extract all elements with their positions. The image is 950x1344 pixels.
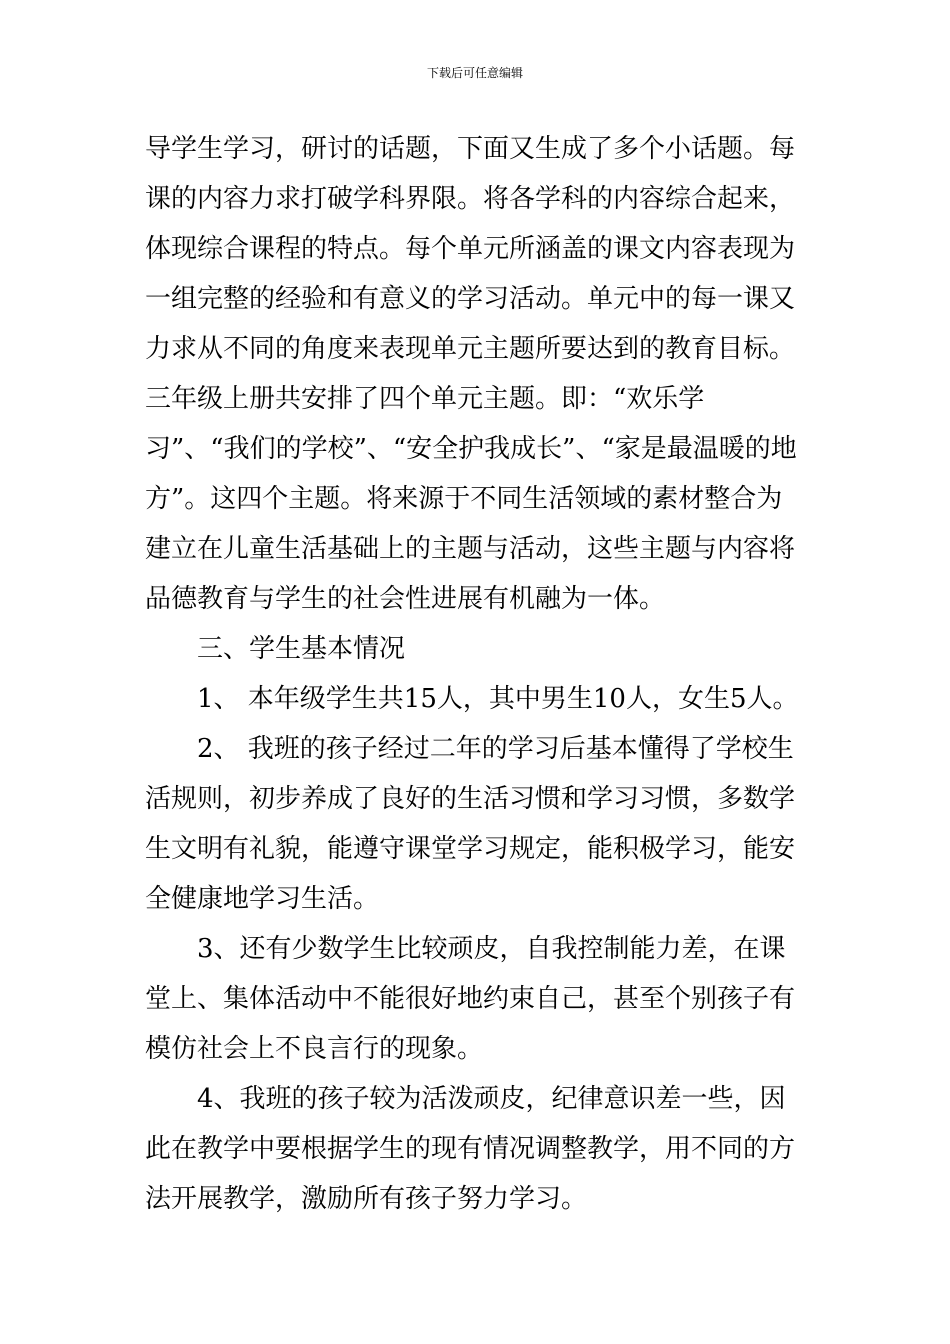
- list-item-2: 2、 我班的孩子经过二年的学习后基本懂得了学校生活规则，初步养成了良好的生活习惯和学习习惯，多数学生文明有礼貌，能遵守课堂学习规定，能积极学习，能安全健康地学习生活。: [145, 734, 796, 914]
- list-item-3: 3、还有少数学生比较顽皮，自我控制能力差，在课堂上、集体活动中不能很好地约束自己，甚至个别孩子有模仿社会上不良言行的现象。: [145, 934, 796, 1064]
- list-item-4: 4、我班的孩子较为活泼顽皮，纪律意识差一些，因此在教学中要根据学生的现有情况调整教学，用不同的方法开展教学，激励所有孩子努力学习。: [145, 1084, 796, 1214]
- document-body: [145, 124, 807, 1224]
- section-heading-student-situation: 三、学生基本情况: [197, 634, 406, 664]
- paragraph-curriculum-overview: 导学生学习，研讨的话题，下面又生成了多个小话题。每课的内容力求打破学科界限。将各学科的内容综合起来，体现综合课程的特点。每个单元所涵盖的课文内容表现为一组完整的经验和有意义的学习活动。单元中的每一课又力求从不同的角度来表现单元主题所要达到的教育目标。三年级上册共安排了四个单元主题。即：“欢乐学习”、“我们的学校”、“安全护我成长”、“家是最温暖的地方”。这四个主题。将来源于不同生活领域的素材整合为建立在儿童生活基础上的主题与活动，这些主题与内容将品德教育与学生的社会性进展有机融为一体。: [145, 134, 797, 614]
- page-header-note: 下载后可任意编辑: [426, 66, 523, 80]
- list-item-1: 1、 本年级学生共15人，其中男生10人，女生5人。: [197, 684, 799, 714]
